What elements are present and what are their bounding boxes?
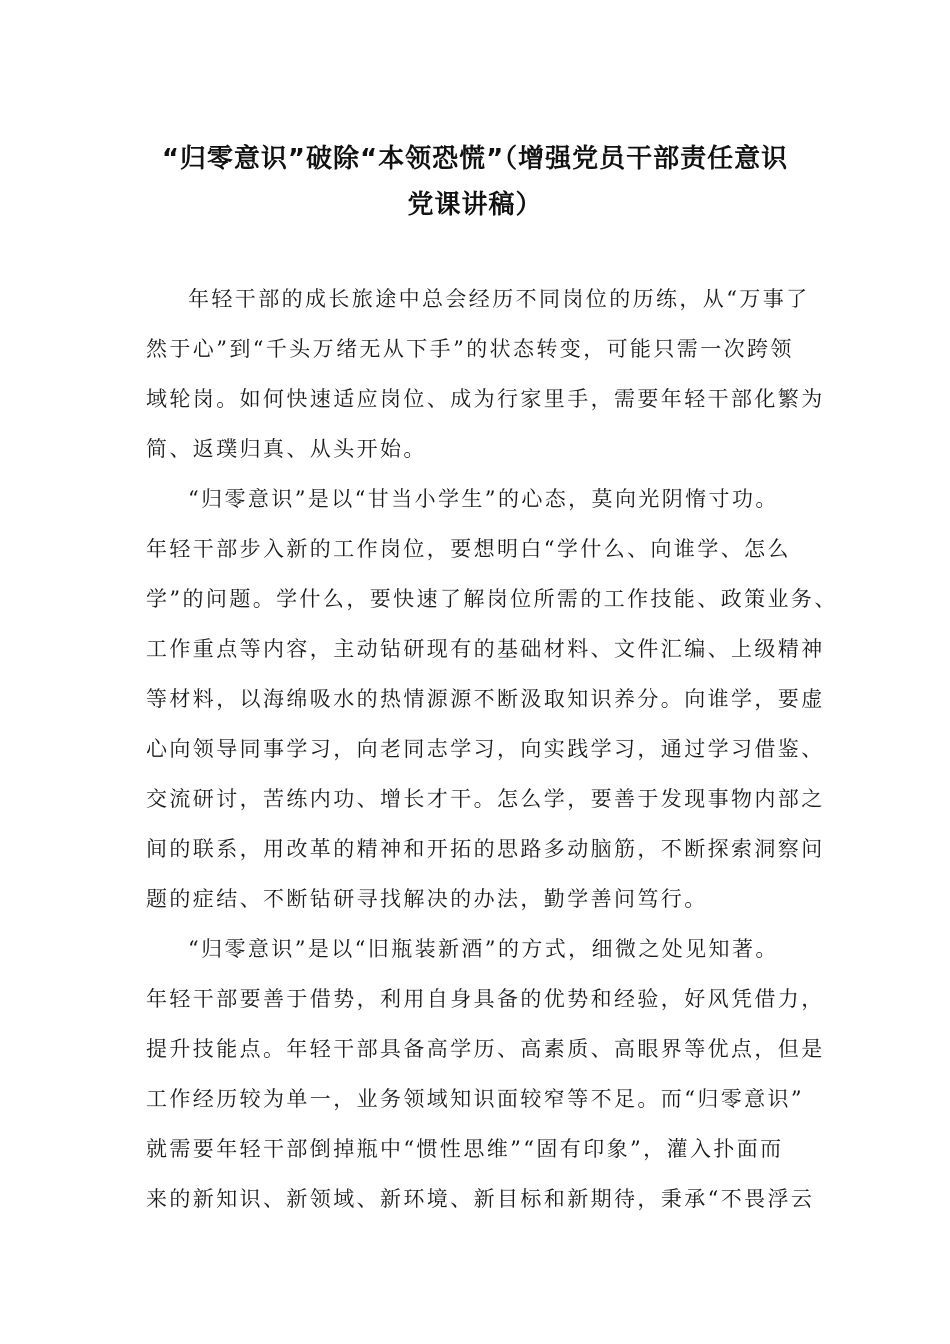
document-title-line-2: 党课讲稿）	[407, 190, 543, 220]
paragraph-line: 然于心”到“千头万绪无从下手”的状态转变，可能只需一次跨领	[146, 337, 794, 361]
paragraph-line: 提升技能点。年轻干部具备高学历、高素质、高眼界等优点，但是	[146, 1037, 825, 1061]
paragraph-line: 工作经历较为单一，业务领域知识面较窄等不足。而“归零意识”	[146, 1087, 805, 1111]
paragraph-line: 心向领导同事学习，向老同志学习，向实践学习，通过学习借鉴、	[146, 737, 825, 761]
paragraph-line: 年轻干部步入新的工作岗位，要想明白“学什么、向谁学、怎么	[146, 537, 791, 561]
paragraph-line: 域轮岗。如何快速适应岗位、成为行家里手，需要年轻干部化繁为	[146, 387, 825, 411]
paragraph-line: 就需要年轻干部倒掉瓶中“惯性思维”“固有印象”，灌入扑面而	[146, 1137, 784, 1161]
paragraph-line: 简、返璞归真、从头开始。	[146, 437, 427, 461]
paragraph-line: 间的联系，用改革的精神和开拓的思路多动脑筋，不断探索洞察问	[146, 837, 825, 861]
paragraph-line: 等材料，以海绵吸水的热情源源不断汲取知识养分。向谁学，要虚	[146, 687, 825, 711]
paragraph-line: 学”的问题。学什么，要快速了解岗位所需的工作技能、政策业务、	[146, 587, 838, 611]
paragraph-line: 题的症结、不断钻研寻找解决的办法，勤学善问笃行。	[146, 887, 708, 911]
paragraph-line: 工作重点等内容，主动钻研现有的基础材料、文件汇编、上级精神	[146, 637, 825, 661]
paragraph-line: 来的新知识、新领域、新环境、新目标和新期待，秉承“不畏浮云	[146, 1187, 815, 1211]
paragraph-line: 交流研讨，苦练内功、增长才干。怎么学，要善于发现事物内部之	[146, 787, 825, 811]
paragraph-line: “归零意识”是以“旧瓶装新酒”的方式，细微之处见知著。	[188, 937, 779, 961]
paragraph-line: 年轻干部要善于借势，利用自身具备的优势和经验，好风凭借力，	[146, 987, 825, 1011]
paragraph-line: 年轻干部的成长旅途中总会经历不同岗位的历练，从“万事了	[188, 287, 810, 311]
document-title-line-1: “归零意识”破除“本领恐慌”（增强党员干部责任意识	[161, 144, 789, 174]
paragraph-line: “归零意识”是以“甘当小学生”的心态，莫向光阴惰寸功。	[188, 487, 779, 511]
